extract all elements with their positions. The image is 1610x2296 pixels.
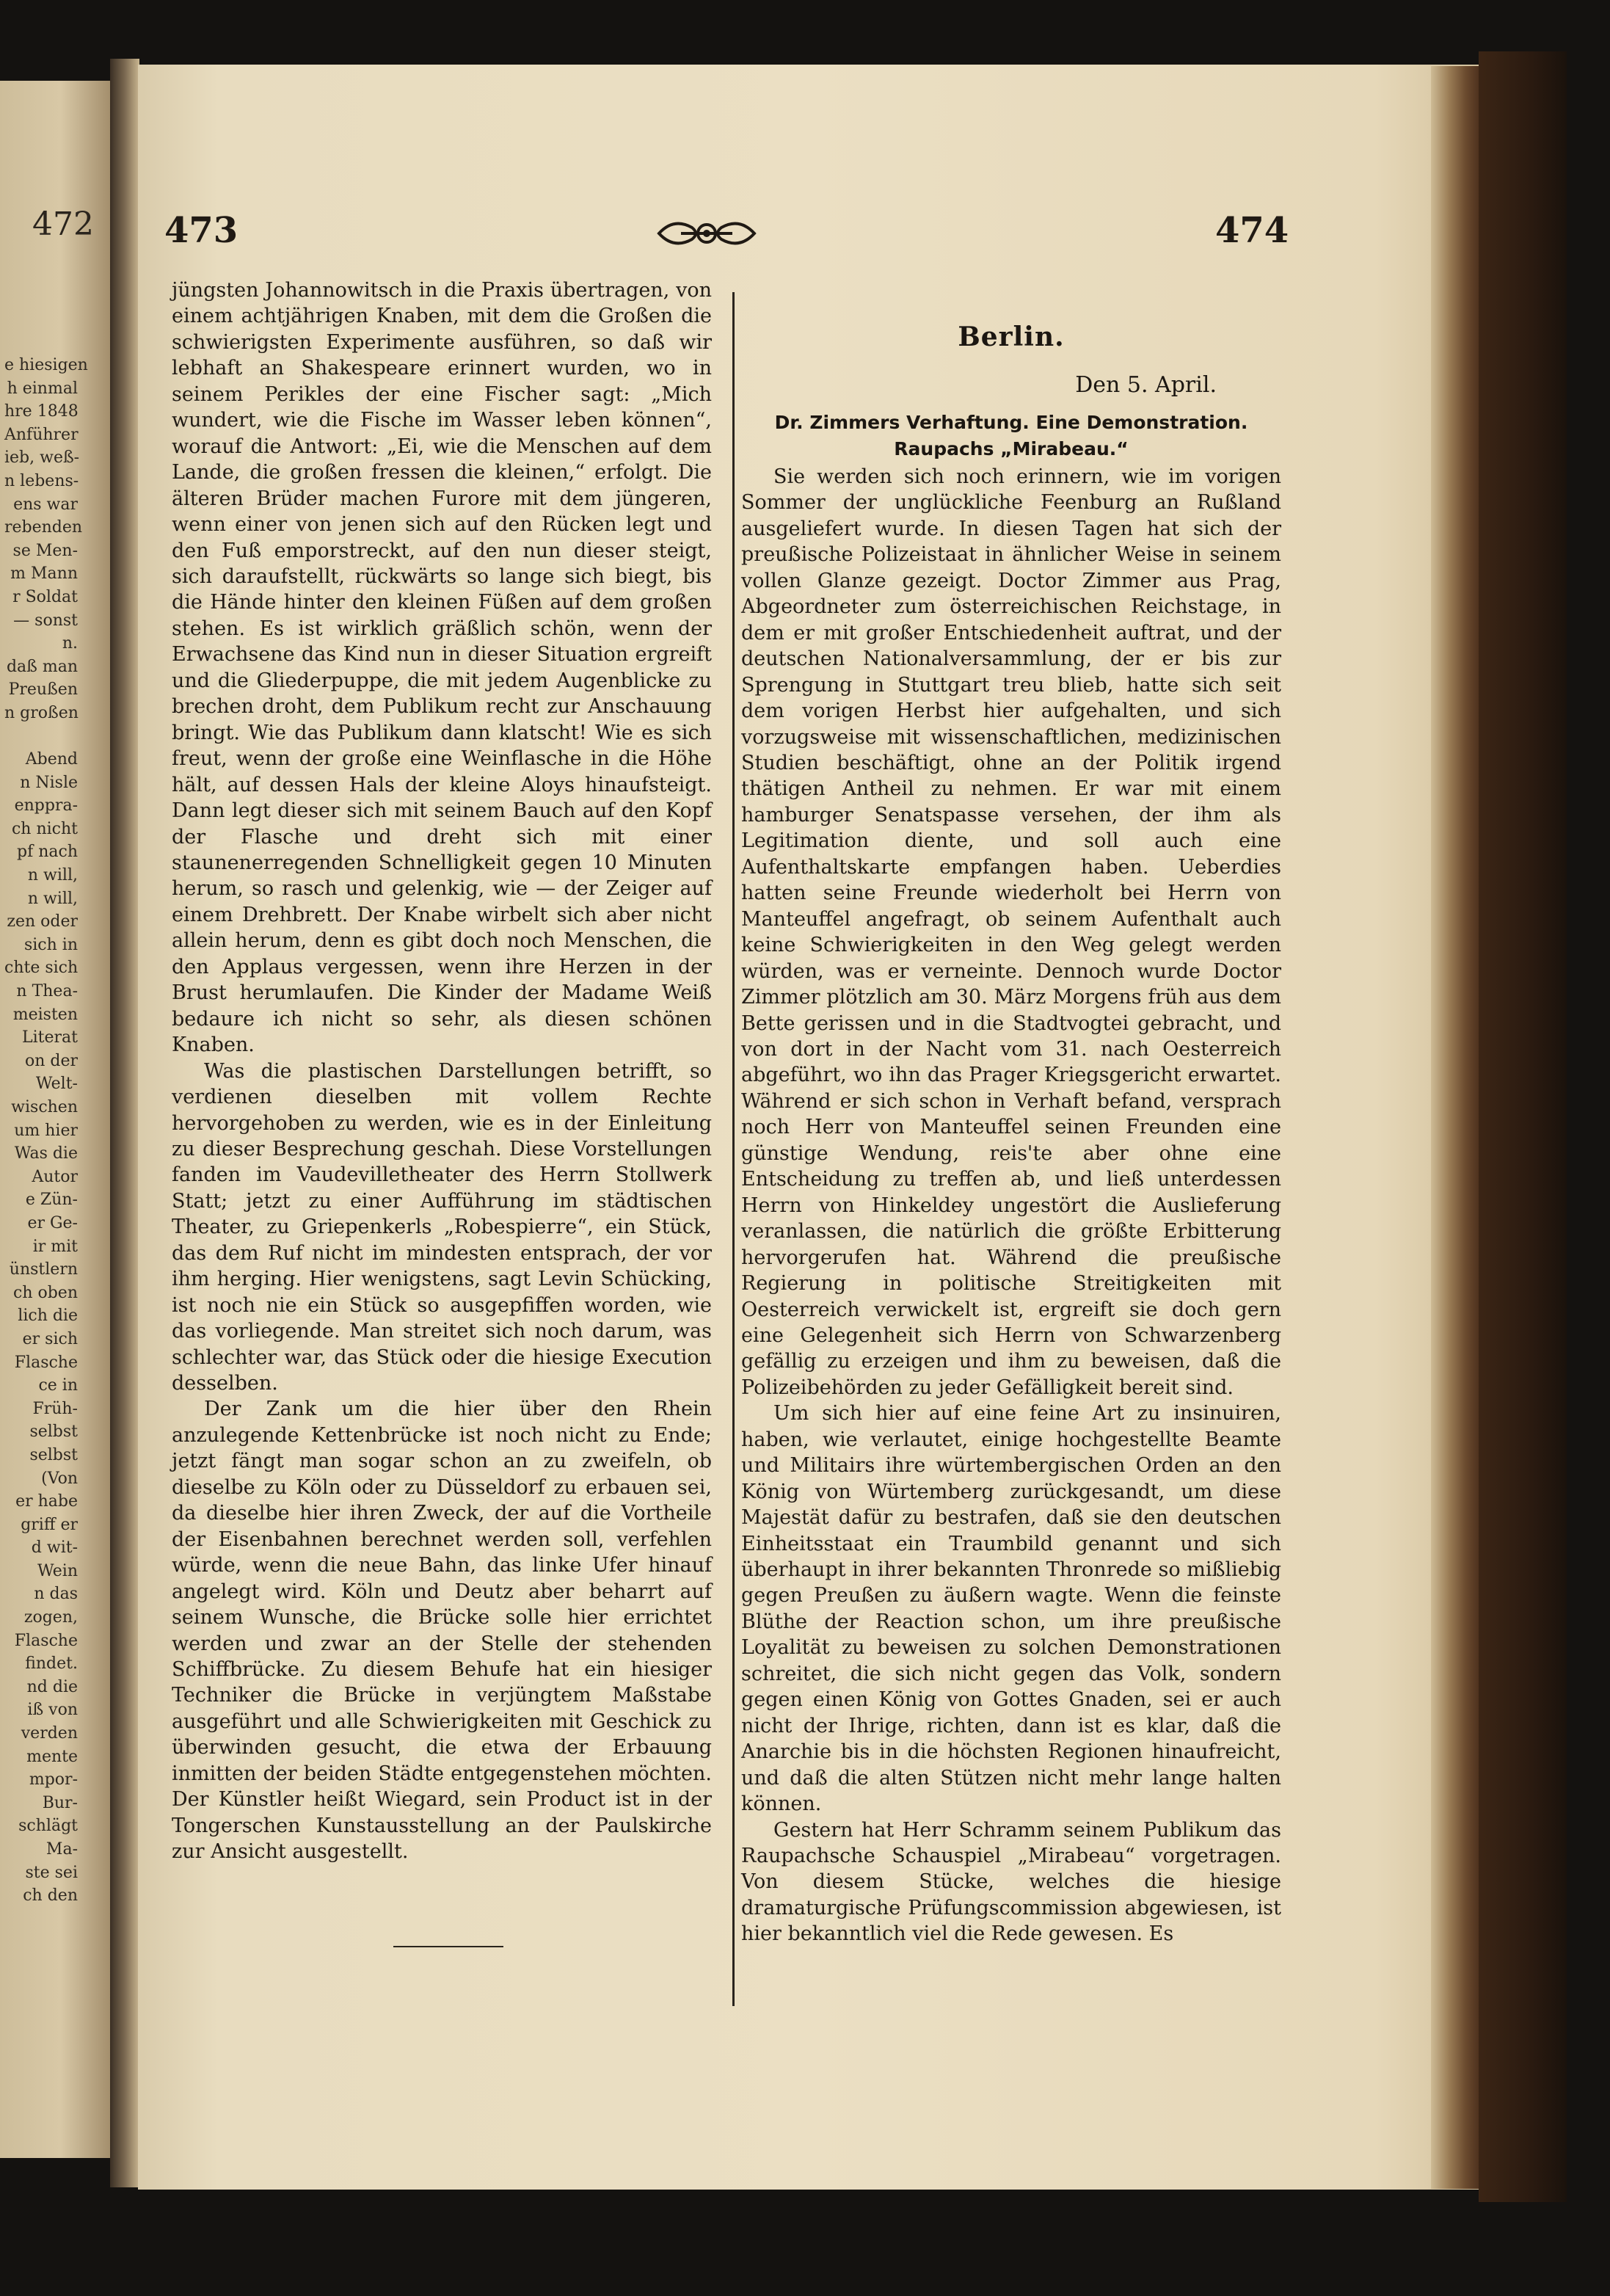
left-column-paragraph-3: Der Zank um die hier über den Rhein anzulegende Kettenbrücke ist noch nicht zu Ende; jetzt fängt man sogar schon an zu zweifeln, ob dieselbe zu Köln oder zu Düsseldorf zu erbauen sei, da dieselbe hier ihren Zweck, der auf die Vortheile der Eisenbahnen berechnet werden soll, verfehlen würde, wenn die neue Bahn, das linke Ufer hinauf angelegt wird. Köln und Deutz aber beharrt auf seinem Wunsche, die Brücke solle hier errichtet werden und zwar an der Stelle der stehenden Schiffbrücke. Zu diesem Behufe hat ein hiesiger Techniker die Brücke in verjüngtem Maßstabe ausgeführt und alle Schwierigkeiten mit Geschick zu überwinden gesucht, die etwa der Erbauung inmitten der beiden Städte entgegenstehen möchten. Der Künstler heißt Wiegard, sein Product ist in der Tongerschen Kunstausstellung an der Paulskirche zur Ansicht ausgestellt.	[172, 1398, 712, 1864]
left-page-fragment: ch den	[23, 1886, 78, 1906]
left-page-fragment: Was die	[14, 1144, 78, 1163]
left-page-fragment: Bur-	[42, 1793, 78, 1812]
left-page-fragment: um hier	[14, 1121, 78, 1140]
left-page-fragment: daß man	[6, 657, 78, 676]
left-page-fragment: pf nach	[17, 843, 78, 862]
left-page-fragment: zen oder	[7, 912, 78, 931]
left-page-fragment: m Mann	[10, 564, 78, 584]
left-page-fragment: (Von	[41, 1469, 78, 1488]
left-page-fragment: e hiesigen	[4, 356, 88, 374]
left-page-fragment	[4, 725, 78, 749]
left-page-fragment: selbst	[29, 1445, 78, 1464]
left-column	[172, 277, 712, 1865]
left-page-fragment: verden	[21, 1724, 78, 1743]
left-page-fragment: Preußen	[8, 680, 78, 700]
left-column-paragraph-2: Was die plastischen Darstellungen betrifft, so verdienen dieselben mit vollem Rechte hervorgehoben zu werden, wie es in der Einleitung zu dieser Besprechung geschah. Diese Vorstellungen fanden im Vaudevilletheater des Herrn Stollwerk Statt; jetzt zu einer Aufführung im städtischen Theater, zu Griepenkerls „Robespierre“, ein Stück, das dem Ruf nicht im mindesten entsprach, der vor ihm herging. Hier wenigstens, sagt Levin Schücking, ist noch nie ein Stück so ausgepfiffen worden, wie das vorliegende. Man streitet sich noch darum, was schlechter war, das Stück oder die hiesige Execution desselben.	[172, 1059, 712, 1395]
left-page-fragment: ünstlern	[9, 1260, 78, 1279]
left-page-fragment: e Zün-	[25, 1191, 78, 1210]
page-number-474: 474	[1215, 210, 1289, 251]
left-page-fragment: mpor-	[29, 1770, 78, 1790]
left-page-fragment: Wein	[37, 1561, 78, 1580]
left-page-fragment: ens war	[13, 495, 78, 514]
left-page-fragment: ieb, weß-	[4, 448, 80, 468]
ornament-icon	[652, 213, 762, 254]
left-page-fragment: Ma-	[45, 1840, 78, 1859]
page-edges	[1431, 66, 1481, 2189]
left-page-fragment: on der	[24, 1051, 78, 1070]
left-page-fragment: iß von	[27, 1701, 78, 1720]
left-page-fragment: Welt-	[35, 1075, 78, 1094]
book-cover-board	[1479, 51, 1567, 2202]
right-column-paragraph-1: Sie werden sich noch erinnern, wie im vorigen Sommer der unglückliche Feenburg an Rußland ausgeliefert wurde. In diesen Tagen hat sich der preußische Polizeistaat in ähnlicher Weise in seinem vollen Glanze gezeigt. Doctor Zimmer aus Prag, Abgeordneter zum österreichischen Reichstage, in dem er mit großer Entschiedenheit auftrat, und der deutschen Nationalversammlung, der er bis zur Sprengung in Stuttgart treu blieb, hatte sich seit dem vorigen Herbst hier aufgehalten, und sich vorzugsweise mit wissenschaftlichen, medizinischen Studien beschäftigt, ohne an der Politik irgend thätigen Antheil zu nehmen. Er war mit einem hamburger Senatspasse versehen, der ihm als Legitimation diente, und soll auch eine Aufenthaltskarte empfangen haben. Ueberdies hatten seine Freunde wiederholt bei Herrn von Manteuffel angefragt, ob seinem Aufenthalt auch keine Schwierigkeiten in den Weg gelegt werden würden, was er verneinte. Dennoch wurde Doctor Zimmer plötzlich am 30. März Morgens früh aus dem Bette gerissen und in die Stadtvogtei gebracht, und von dort in der Nacht vom 31. nach Oesterreich abgeführt, wo ihn das Prager Kriegsgericht erwartet. Während er sich schon in Verhaft befand, versprach noch Herr von Manteuffel seinen Freunden eine günstige Wendung, reis'te aber ohne eine Entscheidung zu treffen ab, und ließ unterdessen Herrn von Hinkeldey ungestört die Auslieferung veranlassen, die natürlich die größte Erbitterung hervorgerufen hat. Während die preußische Regierung in politische Streitigkeiten mit Oesterreich verwickelt ist, ergreift sie doch gern eine Gelegenheit sich Herrn von Schwarzenberg gefällig zu erzeigen und ihm zu beweisen, daß die Polizeibehörden zu jeder Gefälligkeit bereit sind.	[741, 465, 1281, 1399]
left-page-fragment: Abend	[25, 750, 78, 769]
left-page-fragment: er Ge-	[27, 1213, 78, 1232]
left-page-fragment: Früh-	[32, 1399, 78, 1418]
left-page-fragment: Flasche	[14, 1353, 78, 1372]
left-page-fragment: er habe	[15, 1492, 78, 1511]
left-page-fragment: rebenden	[4, 518, 83, 537]
left-column-paragraph-1: jüngsten Johannowitsch in die Praxis übertragen, von einem achtjährigen Knaben, mit dem die Großen die schwierigsten Experimente ausführen, so daß wir lebhaft an Shakespeare erinnert wurden, wo in seinem Perikles der eine Fischer sagt: „Mich wundert, wie die Fische im Wasser leben können“, worauf die Antwort: „Ei, wie die Menschen auf dem Lande, die großen fressen die kleinen,“ erfolgt. Die älteren Brüder machen Furore mit dem jüngeren, wenn einer von jenen sich auf den Rücken legt und den Fuß emporstreckt, auf den nun dieser steigt, sich daraufstellt, rückwärts so lange sich biegt, bis die Hände hinter den kleinen Füßen auf dem großen stehen. Es ist wirklich gräßlich schön, wenn der Erwachsene das Kind nun in dieser Situation ergreift und die Gliederpuppe, die mit jedem Augenblicke zu brechen droht, dem Publikum recht zur Anschauung bringt. Wie das Publikum dann klatscht! Wie es sich freut, wenn der große eine Weinflasche in die Höhe hält, auf dessen Hals der kleine Aloys hinaufsteigt. Dann legt dieser sich mit seinem Bauch auf den Kopf der Flasche und dreht sich mit einer staunenerregenden Schnelligkeit gegen 10 Minuten herum, so rasch und gelenkig, wie — der Zeiger auf einem Drehbrett. Der Knabe wirbelt sich aber nicht allein herum, denn es gibt doch noch Menschen, die den Applaus vergessen, wenn ihre Herzen in der Brust herumlaufen. Die Kinder der Madame Weiß bedaure ich nicht so sehr, als diesen schönen Knaben.	[172, 279, 712, 1057]
column-divider	[732, 292, 735, 2006]
left-page-fragment: enppra-	[14, 796, 78, 815]
book-gutter	[110, 59, 139, 2187]
left-page-fragment: ste sei	[25, 1863, 78, 1882]
left-page-fragment: lich die	[18, 1307, 78, 1326]
left-page-fragment: selbst	[29, 1423, 78, 1442]
left-page-fragment: Autor	[32, 1167, 78, 1186]
left-page-fragment: wischen	[11, 1098, 78, 1116]
left-page-fragment: chte sich	[4, 959, 79, 978]
left-page-fragment: n lebens-	[4, 471, 79, 490]
left-page	[0, 81, 110, 2158]
left-page-fragment: r Soldat	[12, 587, 78, 606]
article-subheading: Dr. Zimmers Verhaftung. Eine Demonstration. Raupachs „Mirabeau.“	[774, 412, 1248, 459]
right-column-paragraph-2: Um sich hier auf eine feine Art zu insinuiren, haben, wie verlautet, einige hochgestellte Beamte und Militairs ihre würtembergischen Orden an den König von Würtemberg zurückgesandt, um diese Majestät dafür zu bestrafen, daß sie den deutschen Einheitsstaat ein Traumbild genannt und sich überhaupt in ihrer bekannten Thronrede so mißliebig gegen Preußen zu äußern wagte. Wenn die feinste Blüthe der Reaction schon, um ihre preußische Loyalität zu beweisen zu solchen Demonstrationen schreitet, die sich nicht gegen das Volk, sondern gegen einen König von Gottes Gnaden, sei er auch nicht der Ihrige, richten, dann ist es klar, daß die Anarchie bis in die höchsten Regionen hinaufreicht, und daß die alten Stützen nicht mehr lange halten können.	[741, 1402, 1281, 1816]
left-page-fragment: n.	[62, 634, 78, 653]
left-page-fragment: n das	[34, 1585, 78, 1604]
left-page-fragment: d wit-	[31, 1538, 78, 1558]
left-page-text-fragments	[4, 354, 88, 1908]
left-page-fragment: griff er	[21, 1515, 78, 1534]
left-page-fragment: n Thea-	[16, 982, 78, 1001]
left-page-fragment: n Nisle	[20, 773, 78, 792]
right-column-paragraph-3: Gestern hat Herr Schramm seinem Publikum das Raupachsche Schauspiel „Mirabeau“ vorgetragen. Von diesem Stücke, welches die hiesige dramaturgische Prüfungscommission abgewiesen, ist hier bekanntlich viel die Rede gewesen. Es	[741, 1818, 1281, 1946]
left-page-fragment: — sonst	[13, 611, 78, 630]
left-page-fragment: n will,	[27, 889, 78, 908]
left-page-fragment: Anführer	[4, 425, 79, 444]
left-page-fragment: sich in	[23, 935, 78, 954]
page-number-473: 473	[164, 210, 238, 251]
left-page-fragment: ch oben	[13, 1283, 78, 1302]
left-page-fragment: ce in	[38, 1376, 78, 1395]
left-page-fragment: schlägt	[18, 1817, 78, 1836]
left-page-fragment: ch nicht	[11, 819, 78, 838]
left-page-fragment: ir mit	[32, 1237, 78, 1256]
left-page-fragment: hre 1848	[4, 402, 79, 421]
left-page-fragment: zogen,	[23, 1608, 78, 1627]
left-page-fragment: h einmal	[7, 379, 78, 398]
left-page-fragment: se Men-	[12, 541, 78, 560]
left-page-fragment: mente	[26, 1747, 78, 1766]
left-page-fragment: nd die	[26, 1677, 78, 1696]
dateline: Den 5. April.	[1075, 372, 1217, 398]
right-column	[741, 464, 1281, 1947]
left-page-fragment: n großen	[4, 703, 79, 722]
left-page-fragment: Flasche	[14, 1631, 78, 1650]
left-page-number: 472	[32, 206, 94, 243]
left-page-fragment: er sich	[22, 1329, 78, 1348]
section-heading: Berlin.	[958, 321, 1065, 352]
left-page-fragment: meisten	[12, 1005, 78, 1024]
end-rule	[393, 1946, 503, 1947]
left-page-fragment: findet.	[25, 1654, 78, 1674]
left-page-fragment: Literat	[22, 1028, 78, 1047]
left-page-fragment: n will,	[27, 866, 78, 885]
